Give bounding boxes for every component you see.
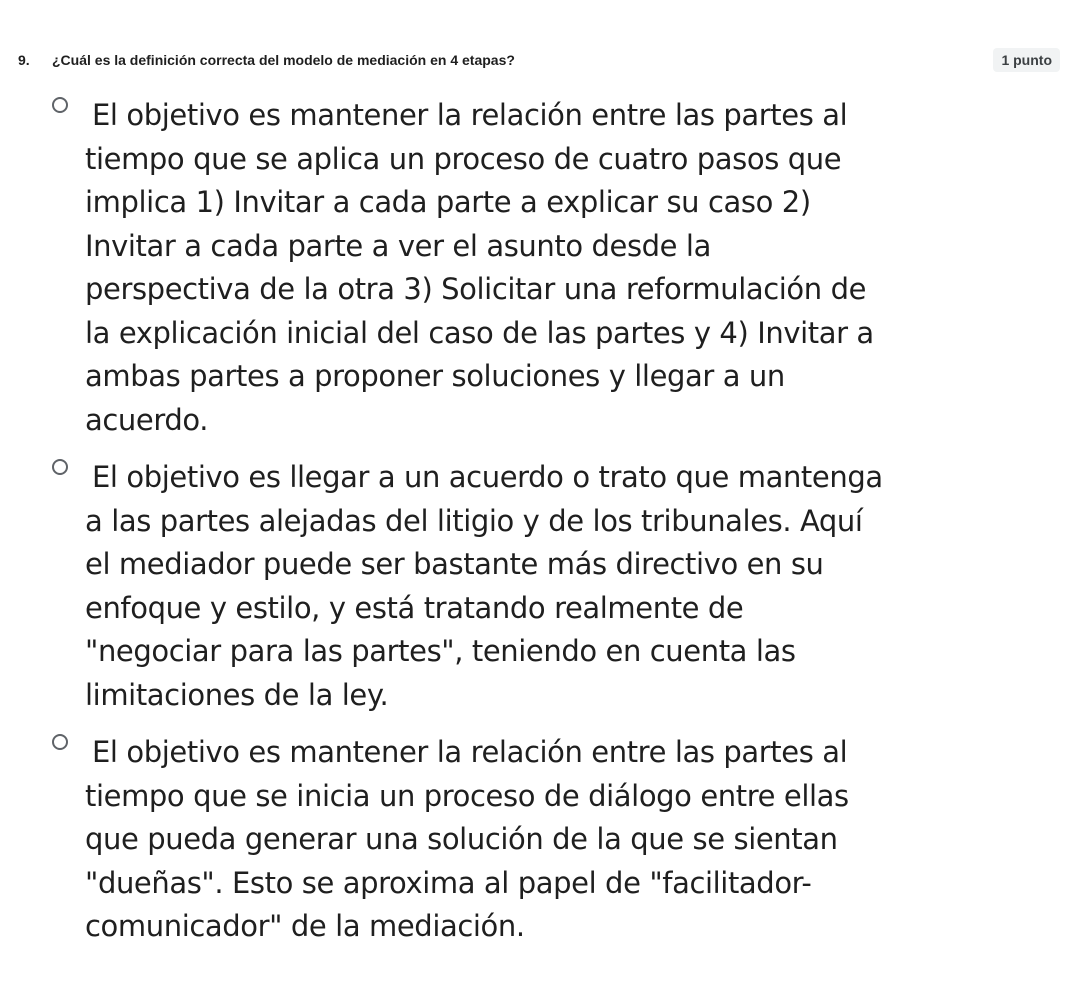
question-title: ¿Cuál es la definición correcta del modelo de mediación en 4 etapas? [52, 52, 515, 68]
answer-option[interactable] [0, 94, 1068, 442]
radio-unchecked-icon[interactable] [52, 459, 68, 475]
answer-option[interactable] [0, 456, 1068, 717]
answer-options [0, 94, 1068, 949]
question-header [0, 48, 1068, 74]
radio-unchecked-icon[interactable] [52, 734, 68, 750]
points-badge: 1 punto [993, 48, 1060, 72]
answer-option[interactable] [0, 731, 1068, 949]
question-number: 9. [18, 52, 30, 68]
radio-unchecked-icon[interactable] [52, 97, 68, 113]
answer-option-label[interactable]: El objetivo es mantener la relación entre las partes al tiempo que se aplica un proceso de cuatro pasos que implica 1) Invitar a cada parte a explicar su caso 2) Invitar a cada parte a ver el asunto desde la perspectiva de la otra 3) Solicitar una reformulación de la explicación inicial del caso de las partes y 4) Invitar a ambas partes a proponer soluciones y llegar a un acuerdo. [85, 98, 874, 437]
answer-option-label[interactable]: El objetivo es llegar a un acuerdo o trato que mantenga a las partes alejadas del litigio y de los tribunales. Aquí el mediador puede ser bastante más directivo en su enfoque y estilo, y está tratando realmente de "negociar para las partes", teniendo en cuenta las limitaciones de la ley. [85, 460, 883, 712]
answer-option-label[interactable]: El objetivo es mantener la relación entre las partes al tiempo que se inicia un proceso de diálogo entre ellas que pueda generar una solución de la que se sientan "dueñas". Esto se aproxima al papel de "facilitador-comunicador" de la mediación. [85, 735, 849, 943]
